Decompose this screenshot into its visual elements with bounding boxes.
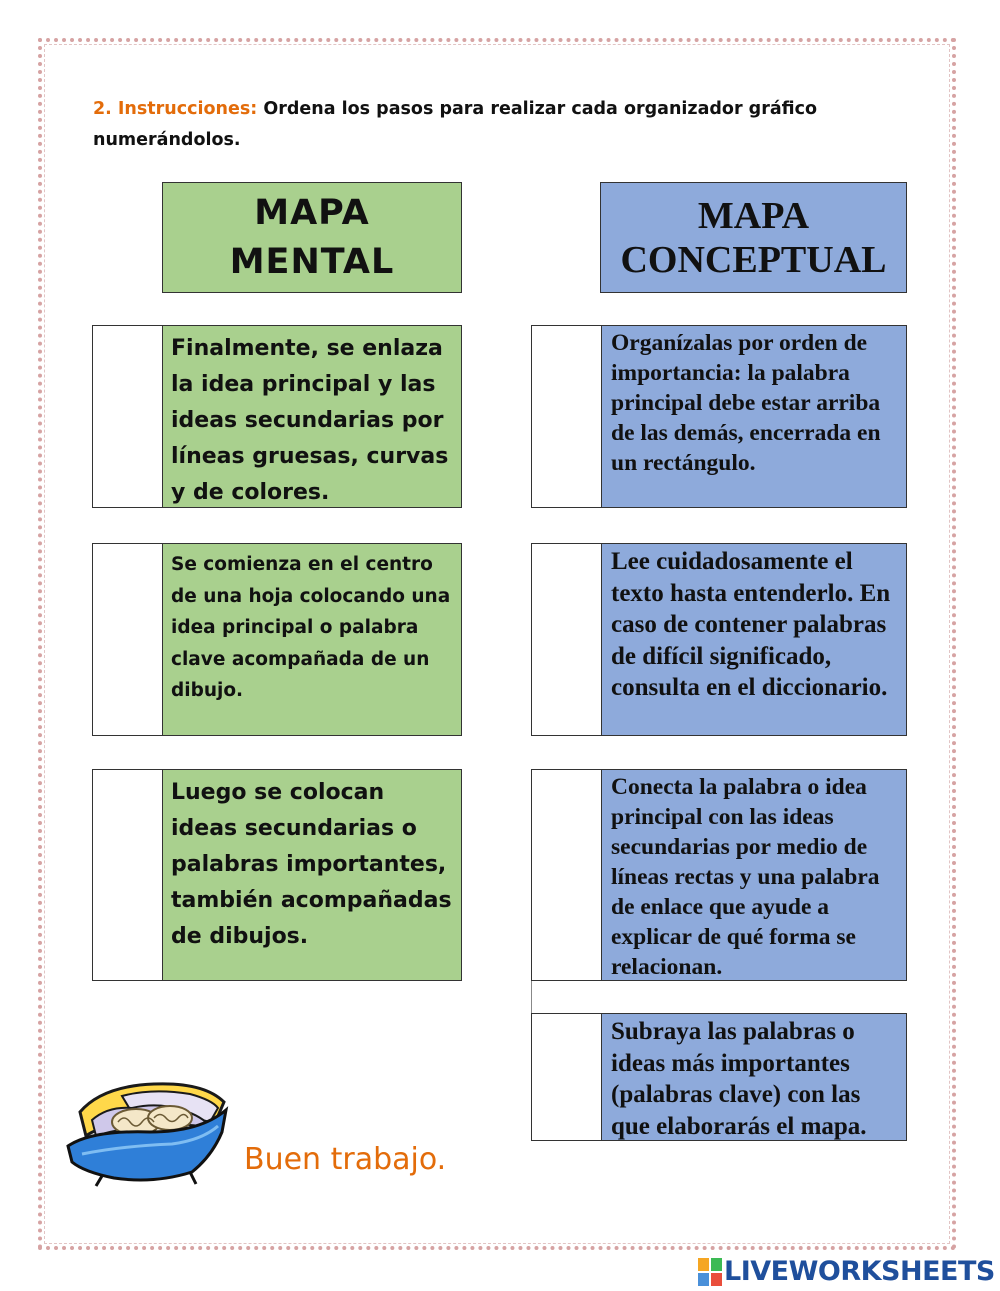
mental-step-3-text: Luego se colocan ideas secundarias o palabras importantes, también acompañadas de dibujos.	[163, 770, 461, 980]
mental-map-title: MAPA MENTAL	[162, 182, 462, 293]
mental-step-3	[92, 769, 462, 981]
instructions	[93, 94, 853, 156]
concept-step-1-text: Organízalas por orden de importancia: la palabra principal debe estar arriba de las demás, encerrada en un rectángulo.	[602, 326, 906, 507]
liveworksheets-branding	[698, 1256, 995, 1287]
closing-message: Buen trabajo.	[244, 1142, 447, 1177]
liveworksheets-logo-icon	[698, 1258, 722, 1286]
concept-step-3-text: Conecta la palabra o idea principal con las ideas secundarias por medio de líneas rectas y una palabra de enlace que ayude a explicar de qué forma se relacionan.	[602, 770, 906, 980]
brand-name: LIVEWORKSHEETS	[724, 1256, 995, 1287]
instructions-text: Ordena los pasos para realizar cada organizador gráfico numerándolos.	[93, 99, 817, 150]
concept-step-2-text: Lee cuidadosamente el texto hasta entenderlo. En caso de contener palabras de difícil significado, consulta en el diccionario.	[602, 544, 906, 735]
mental-step-2	[92, 543, 462, 736]
mental-step-3-answer-box[interactable]	[93, 770, 163, 980]
concept-step-4-text: Subraya las palabras o ideas más importantes (palabras clave) con las que elaborarás el mapa.	[602, 1014, 906, 1140]
concept-step-1-answer-box[interactable]	[532, 326, 602, 507]
mental-step-2-answer-box[interactable]	[93, 544, 163, 735]
mental-step-1-answer-box[interactable]	[93, 326, 163, 507]
concept-step-4-answer-box[interactable]	[532, 1014, 602, 1140]
concept-map-title: MAPA CONCEPTUAL	[600, 182, 907, 293]
connector-line	[531, 981, 532, 1013]
mental-step-1	[92, 325, 462, 508]
concept-step-3-answer-box[interactable]	[532, 770, 602, 980]
concept-step-4	[531, 1013, 907, 1141]
mental-step-1-text: Finalmente, se enlaza la idea principal y las ideas secundarias por líneas gruesas, curvas y de colores.	[163, 326, 461, 507]
concept-step-1	[531, 325, 907, 508]
instructions-lead: 2. Instrucciones:	[93, 99, 258, 119]
mental-step-2-text: Se comienza en el centro de una hoja colocando una idea principal o palabra clave acompañada de un dibujo.	[163, 544, 461, 735]
concept-step-2-answer-box[interactable]	[532, 544, 602, 735]
concept-step-2	[531, 543, 907, 736]
brain-box-illustration	[62, 1072, 232, 1188]
concept-step-3	[531, 769, 907, 981]
